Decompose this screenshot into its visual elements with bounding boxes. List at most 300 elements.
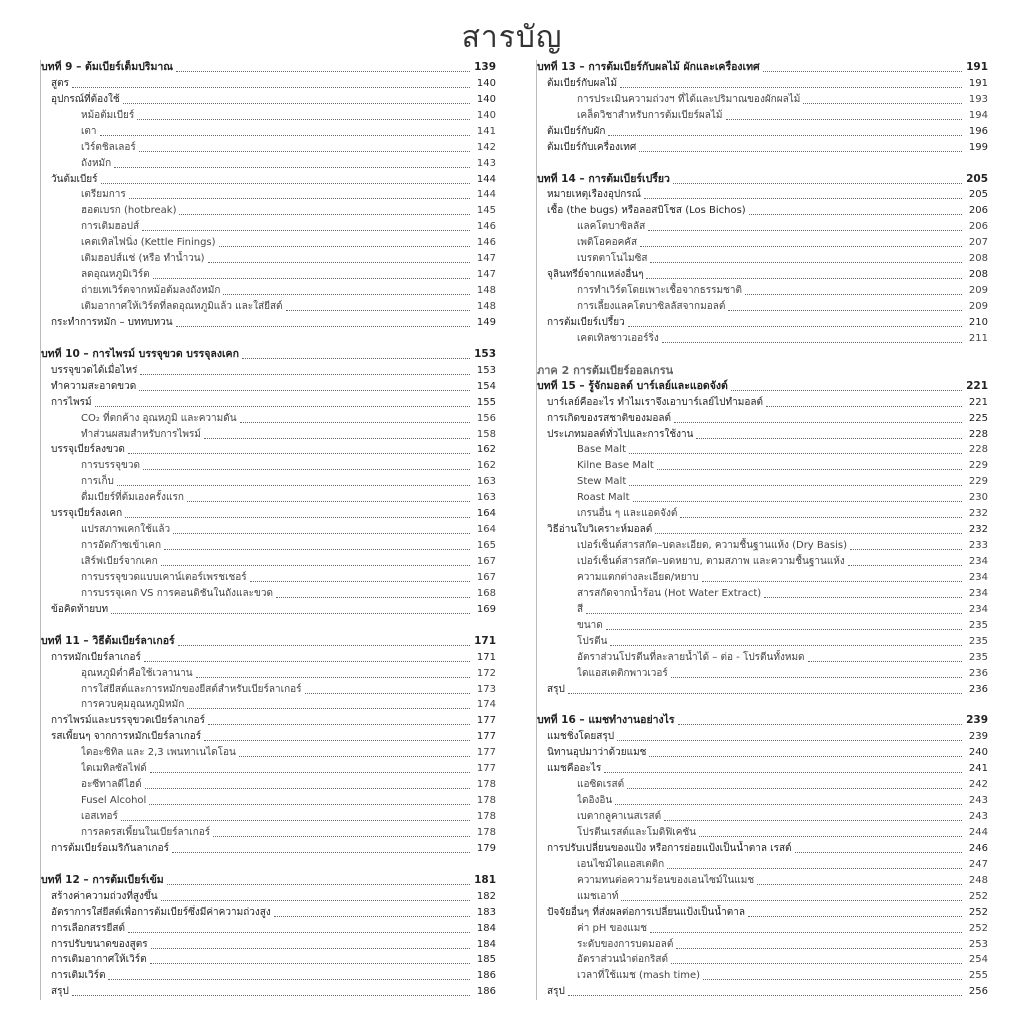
toc-subsection-entry: [41, 570, 496, 586]
toc-dot-leader: [219, 246, 470, 247]
toc-spacer: [41, 331, 496, 347]
toc-section-entry: [41, 937, 496, 953]
toc-page-number: 199: [968, 141, 988, 153]
toc-entry-title: บทที่ 11 – วิธีต้มเบียร์ลาเกอร์: [41, 634, 175, 647]
toc-dot-leader: [129, 198, 470, 199]
toc-entry-title: บรรจุเบียร์ลงเคก: [51, 508, 123, 520]
toc-dot-leader: [749, 214, 962, 215]
toc-page-number: 164: [476, 508, 496, 520]
toc-entry-title: บาร์เลย์คืออะไร ทำไมเราจึงเอาบาร์เลย์ไปทำมอลต์: [547, 396, 763, 408]
toc-entry-title: เบรตตาโนไมซิส: [577, 253, 648, 265]
toc-subsection-entry: [537, 458, 988, 474]
toc-entry-title: เคตเทิลไฟนิ่ง (Kettle Finings): [81, 237, 216, 249]
toc-dot-leader: [114, 167, 470, 168]
toc-entry-title: บรรจุเบียร์ลงขวด: [51, 444, 125, 456]
toc-entry-title: ไดอะซิทิล และ 2,3 เพนทาเนไดโอน: [81, 747, 236, 759]
toc-page-number: 221: [966, 379, 988, 392]
toc-subsection-entry: [41, 108, 496, 124]
toc-dot-leader: [620, 87, 962, 88]
toc-entry-title: เติมฮอปส์แช่ (หรือ ทำน้ำวน): [81, 253, 205, 265]
toc-dot-leader: [674, 422, 962, 423]
toc-page-number: 140: [476, 77, 496, 89]
toc-page-number: 140: [476, 109, 496, 121]
toc-dot-leader: [176, 71, 470, 72]
toc-entry-title: อัตราส่วนโปรตีนที่ละลายน้ำได้ – ต่อ - โปรตีนทั้งหมด: [577, 651, 805, 663]
toc-page-number: 254: [968, 954, 988, 966]
toc-entry-title: จุลินทรีย์จากแหล่งอื่นๆ: [547, 269, 644, 281]
toc-spacer: [41, 618, 496, 634]
toc-entry-title: อุปกรณ์ที่ต้องใช้: [51, 93, 120, 105]
toc-page-number: 174: [476, 699, 496, 711]
toc-subsection-entry: [41, 427, 496, 443]
toc-subsection-entry: [537, 331, 988, 347]
toc-dot-leader: [161, 900, 470, 901]
toc-page-number: 155: [476, 396, 496, 408]
toc-part-heading: [537, 363, 988, 379]
toc-subsection-entry: [537, 443, 988, 459]
toc-dot-leader: [610, 645, 962, 646]
toc-entry-title: เบตากลูคาเนสเรสต์: [577, 811, 662, 823]
toc-section-entry: [41, 841, 496, 857]
toc-dot-leader: [179, 214, 470, 215]
toc-subsection-entry: [41, 140, 496, 156]
toc-subsection-entry: [41, 682, 496, 698]
toc-page-number: 178: [476, 795, 496, 807]
toc-chapter-entry: [537, 379, 988, 395]
toc-section-entry: [41, 363, 496, 379]
toc-subsection-entry: [41, 188, 496, 204]
toc-page-number: 234: [968, 587, 988, 599]
toc-dot-leader: [204, 438, 470, 439]
toc-page-number: 172: [476, 667, 496, 679]
toc-dot-leader: [150, 963, 470, 964]
toc-section-entry: [537, 140, 988, 156]
toc-page-number: 239: [966, 714, 988, 727]
toc-page-number: 205: [966, 172, 988, 185]
toc-page-number: 252: [968, 922, 988, 934]
toc-section-entry: [537, 267, 988, 283]
toc-subsection-entry: [41, 522, 496, 538]
toc-subsection-entry: [41, 698, 496, 714]
toc-subsection-entry: [41, 586, 496, 602]
toc-dot-leader: [121, 820, 470, 821]
toc-entry-title: Kilne Base Malt: [577, 460, 654, 472]
toc-entry-title: อุณหภูมิต่ำคือใช้เวลานาน: [81, 667, 193, 679]
toc-page-number: 149: [476, 316, 496, 328]
toc-dot-leader: [696, 438, 962, 439]
toc-entry-title: หม้อต้มเบียร์: [81, 109, 135, 121]
toc-dot-leader: [164, 549, 470, 550]
toc-page-number: 252: [968, 890, 988, 902]
toc-dot-leader: [608, 135, 962, 136]
toc-entry-title: การเติมเวิร์ต: [51, 970, 106, 982]
toc-entry-title: ความแตกต่างละเอียด/หยาบ: [577, 571, 699, 583]
toc-page-number: 229: [968, 460, 988, 472]
toc-page-number: 168: [476, 587, 496, 599]
toc-subsection-entry: [41, 761, 496, 777]
toc-entry-title: สารสกัดจากน้ำร้อน (Hot Water Extract): [577, 587, 762, 599]
toc-section-entry: [41, 968, 496, 984]
toc-page-number: 244: [968, 826, 988, 838]
toc-dot-leader: [678, 724, 962, 725]
toc-page-number: 243: [968, 795, 988, 807]
toc-page-number: 246: [968, 842, 988, 854]
toc-entry-title: ต้มเบียร์กับผลไม้: [547, 77, 618, 89]
toc-subsection-entry: [537, 283, 988, 299]
toc-entry-title: สร้างค่าความถ่วงที่สูงขึ้น: [51, 890, 158, 902]
toc-dot-leader: [671, 677, 962, 678]
toc-dot-leader: [204, 740, 470, 741]
toc-dot-leader: [176, 326, 470, 327]
toc-section-entry: [537, 188, 988, 204]
toc-dot-leader: [213, 836, 470, 837]
toc-entry-title: สูตร: [51, 77, 69, 89]
toc-entry-title: อัตราส่วนน้ำต่อกริสต์: [577, 954, 669, 966]
toc-rows-left: [40, 60, 496, 1000]
toc-entry-title: Base Malt: [577, 444, 626, 456]
toc-page-number: 240: [968, 747, 988, 759]
toc-dot-leader: [140, 374, 470, 375]
toc-section-entry: [41, 889, 496, 905]
toc-page-number: 229: [968, 476, 988, 488]
toc-page-number: 146: [476, 237, 496, 249]
toc-section-entry: [41, 172, 496, 188]
toc-page-number: 255: [968, 970, 988, 982]
toc-page-number: 178: [476, 826, 496, 838]
toc-dot-leader: [173, 533, 470, 534]
toc-page-number: 177: [476, 763, 496, 775]
toc-dot-leader: [657, 469, 962, 470]
toc-entry-title: การหมักเบียร์ลาเกอร์: [51, 651, 141, 663]
toc-subsection-entry: [41, 825, 496, 841]
toc-page-number: 235: [968, 619, 988, 631]
toc-page-number: 234: [968, 603, 988, 615]
toc-dot-leader: [187, 501, 470, 502]
toc-page-number: 143: [476, 157, 496, 169]
toc-entry-title: เคล็ดวิชาสำหรับการต้มเบียร์ผลไม้: [577, 109, 723, 121]
toc-dot-leader: [117, 485, 470, 486]
toc-dot-leader: [639, 151, 962, 152]
toc-dot-leader: [137, 119, 470, 120]
toc-page-number: 164: [476, 524, 496, 536]
toc-entry-title: บทที่ 10 – การไพรม์ บรรจุขวด บรรจุลงเคก: [41, 347, 239, 360]
toc-page-number: 148: [476, 301, 496, 313]
toc-entry-title: เอสเทอร์: [81, 811, 118, 823]
toc-subsection-entry: [537, 953, 988, 969]
toc-page-number: 253: [968, 938, 988, 950]
toc-section-entry: [537, 745, 988, 761]
toc-entry-title: บทที่ 15 – รู้จักมอลต์ บาร์เลย์และแอดจังต์: [537, 379, 728, 392]
toc-page-number: 232: [968, 524, 988, 536]
toc-entry-title: บทที่ 12 – การต้มเบียร์เข้ม: [41, 873, 164, 886]
toc-dot-leader: [240, 422, 470, 423]
toc-dot-leader: [680, 517, 962, 518]
toc-entry-title: เตรียมการ: [81, 189, 126, 201]
toc-chapter-entry: [41, 60, 496, 76]
toc-entry-title: การปรับขนาดของสูตร: [51, 938, 148, 950]
toc-entry-title: บทที่ 13 – การต้มเบียร์กับผลไม้ ผักและเครื่องเทศ: [537, 60, 760, 73]
toc-subsection-entry: [537, 586, 988, 602]
toc-entry-title: การเกิดของรสชาติของมอลต์: [547, 412, 672, 424]
toc-page-number: 186: [476, 986, 496, 998]
toc-page-number: 210: [968, 316, 988, 328]
toc-entry-title: ไดอิงอิน: [577, 795, 613, 807]
toc-section-entry: [41, 395, 496, 411]
toc-entry-title: การลดรสเพี้ยนในเบียร์ลาเกอร์: [81, 826, 211, 838]
toc-section-entry: [537, 124, 988, 140]
toc-dot-leader: [178, 645, 470, 646]
toc-entry-title: ความทนต่อความร้อนของเอนไซม์ในแมช: [577, 874, 755, 886]
toc-page-number: 140: [476, 93, 496, 105]
toc-entry-title: การบรรจุขวด: [81, 460, 140, 472]
toc-page-number: 230: [968, 492, 988, 504]
toc-dot-leader: [95, 406, 470, 407]
toc-page-number: 147: [476, 253, 496, 265]
toc-section-entry: [41, 76, 496, 92]
toc-page-number: 235: [968, 635, 988, 647]
toc-entry-title: ทำส่วนผสมสำหรับการไพรม์: [81, 428, 201, 440]
toc-dot-leader: [153, 278, 470, 279]
toc-subsection-entry: [537, 809, 988, 825]
toc-page-number: 196: [968, 125, 988, 137]
toc-page-number: 167: [476, 571, 496, 583]
toc-entry-title: นิทานอุปมาว่าด้วยแมช: [547, 747, 647, 759]
toc-entry-title: บทที่ 16 – แมชทำงานอย่างไร: [537, 714, 675, 727]
toc-dot-leader: [286, 310, 470, 311]
toc-section-entry: [41, 921, 496, 937]
toc-dot-leader: [586, 613, 962, 614]
toc-page-number: 177: [476, 747, 496, 759]
toc-subsection-entry: [537, 538, 988, 554]
toc-dot-leader: [604, 772, 962, 773]
toc-section-entry: [537, 682, 988, 698]
toc-entry-title: การไพรม์: [51, 396, 92, 408]
toc-subsection-entry: [41, 235, 496, 251]
toc-entry-title: เอนไซม์ไดแอสเตติก: [577, 858, 665, 870]
toc-dot-leader: [144, 661, 470, 662]
toc-entry-title: การใส่ยีสต์และการหมักของยีสต์สำหรับเบียร์ลาเกอร์: [81, 683, 302, 695]
toc-entry-title: ทำความสะอาดขวด: [51, 380, 137, 392]
toc-section-entry: [41, 315, 496, 331]
toc-page-number: 233: [968, 540, 988, 552]
toc-section-entry: [537, 395, 988, 411]
toc-page-number: 239: [968, 731, 988, 743]
toc-subsection-entry: [537, 618, 988, 634]
toc-entry-title: เคตเทิลซาวเออร์ริ่ง: [577, 332, 659, 344]
toc-section-entry: [537, 984, 988, 1000]
toc-dot-leader: [664, 820, 962, 821]
toc-entry-title: ข้อคิดท้ายบท: [51, 603, 109, 615]
toc-page-number: 177: [476, 731, 496, 743]
toc-subsection-entry: [41, 538, 496, 554]
toc-section-entry: [41, 650, 496, 666]
toc-page-number: 146: [476, 221, 496, 233]
toc-subsection-entry: [41, 267, 496, 283]
toc-page-number: 184: [476, 938, 496, 950]
toc-spacer: [537, 156, 988, 172]
page-title: สารบัญ: [461, 20, 563, 55]
toc-page-number: 177: [476, 715, 496, 727]
toc-page-number: 183: [476, 906, 496, 918]
toc-page-number: 247: [968, 858, 988, 870]
toc-chapter-entry: [537, 713, 988, 729]
toc-chapter-entry: [537, 60, 988, 76]
toc-subsection-entry: [41, 793, 496, 809]
toc-dot-leader: [172, 852, 470, 853]
toc-dot-leader: [149, 804, 470, 805]
toc-page-number: 165: [476, 540, 496, 552]
toc-entry-title: การเลือกสรรยีสต์: [51, 922, 125, 934]
toc-dot-leader: [676, 948, 962, 949]
toc-page-number: 173: [476, 683, 496, 695]
toc-subsection-entry: [41, 283, 496, 299]
toc-dot-leader: [242, 358, 470, 359]
toc-dot-leader: [848, 565, 962, 566]
toc-page-number: 235: [968, 651, 988, 663]
toc-entry-title: แมชชิ่งโดยสรุป: [547, 731, 615, 743]
toc-page-number: 182: [476, 890, 496, 902]
toc-subsection-entry: [41, 124, 496, 140]
toc-dot-leader: [655, 533, 962, 534]
toc-entry-title: โปรตีนเรสต์และโมดิฟิเคชัน: [577, 826, 697, 838]
toc-dot-leader: [72, 995, 470, 996]
toc-entry-title: เปอร์เซ็นต์สารสกัด–บดละเอียด, ความชื้นฐานแห้ง (Dry Basis): [577, 540, 847, 552]
toc-entry-title: แลคโตบาซิลลัส: [577, 221, 646, 233]
toc-entry-title: วิธีอ่านใบวิเคราะห์มอลต์: [547, 524, 653, 536]
toc-entry-title: การเลี้ยงแลคโตบาซิลลัสจากมอลต์: [577, 301, 726, 313]
toc-subsection-entry: [537, 777, 988, 793]
toc-entry-title: สรุป: [547, 683, 565, 695]
toc-page-number: 153: [474, 347, 496, 360]
toc-entry-title: อะซีทาลดีไฮด์: [81, 779, 142, 791]
toc-dot-leader: [239, 756, 470, 757]
toc-dot-leader: [101, 183, 470, 184]
toc-dot-leader: [628, 326, 962, 327]
toc-subsection-entry: [537, 570, 988, 586]
toc-page-number: 242: [968, 779, 988, 791]
toc-entry-title: บทที่ 9 – ต้มเบียร์เต็มปริมาณ: [41, 60, 174, 73]
toc-page-number: 171: [474, 634, 496, 647]
toc-entry-title: ดื่มเบียร์ที่ต้มเองครั้งแรก: [81, 492, 184, 504]
toc-page-number: 209: [968, 285, 988, 297]
toc-dot-leader: [745, 294, 962, 295]
toc-dot-leader: [702, 581, 962, 582]
toc-entry-title: ไดเมทิลซัลไฟด์: [81, 763, 147, 775]
toc-dot-leader: [703, 979, 962, 980]
toc-dot-leader: [728, 310, 962, 311]
toc-entry-title: การเติมฮอปส์: [81, 221, 140, 233]
toc-dot-leader: [615, 804, 962, 805]
toc-dot-leader: [208, 724, 470, 725]
toc-entry-title: เติมอากาศให้เวิร์ตที่ลดอุณหภูมิแล้ว และใส่ยีสต์: [81, 301, 283, 313]
toc-dot-leader: [196, 677, 470, 678]
toc-entry-title: แอซิดเรสต์: [577, 779, 625, 791]
toc-entry-title: การต้มเบียร์เปรี้ยว: [547, 316, 625, 328]
toc-subsection-entry: [41, 490, 496, 506]
toc-dot-leader: [803, 103, 962, 104]
toc-column-left: [40, 60, 496, 1000]
toc-page-number: 225: [968, 412, 988, 424]
toc-page-number: 169: [476, 603, 496, 615]
toc-dot-leader: [763, 71, 962, 72]
toc-subsection-entry: [537, 825, 988, 841]
toc-dot-leader: [731, 390, 962, 391]
toc-page-number: 234: [968, 556, 988, 568]
toc-subsection-entry: [537, 235, 988, 251]
toc-entry-title: ถ่ายเทเวิร์ตจากหม้อต้มลงถังหมัก: [81, 285, 221, 297]
toc-dot-leader: [726, 119, 962, 120]
toc-section-entry: [537, 522, 988, 538]
toc-section-entry: [41, 602, 496, 618]
toc-page-number: 144: [476, 173, 496, 185]
toc-page-number: 191: [968, 77, 988, 89]
toc-dot-leader: [568, 995, 962, 996]
toc-entry-title: สี: [577, 603, 584, 615]
toc-subsection-entry: [537, 889, 988, 905]
toc-entry-title: การบรรจุขวดแบบเคาน์เตอร์เพรชเชอร์: [81, 571, 247, 583]
toc-subsection-entry: [41, 666, 496, 682]
toc-dot-leader: [100, 135, 470, 136]
toc-page-number: 209: [968, 301, 988, 313]
toc-page-number: 178: [476, 779, 496, 791]
toc-page-number: 236: [968, 667, 988, 679]
toc-entry-title: ระดับของการบดมอลต์: [577, 938, 674, 950]
toc-page-number: 147: [476, 269, 496, 281]
toc-page-number: 256: [968, 986, 988, 998]
toc-page-number: 208: [968, 269, 988, 281]
toc-dot-leader: [795, 852, 962, 853]
toc-dot-leader: [748, 916, 962, 917]
toc-subsection-entry: [41, 458, 496, 474]
toc-dot-leader: [633, 501, 962, 502]
toc-page-number: 205: [968, 189, 988, 201]
toc-page-number: 153: [476, 364, 496, 376]
toc-chapter-entry: [537, 172, 988, 188]
toc-entry-title: Fusel Alcohol: [81, 795, 147, 807]
toc-page-number: 193: [968, 93, 988, 105]
toc-section-entry: [41, 506, 496, 522]
toc-subsection-entry: [537, 937, 988, 953]
toc-section-entry: [537, 203, 988, 219]
toc-dot-leader: [627, 788, 962, 789]
toc-page-number: 206: [968, 221, 988, 233]
toc-dot-leader: [111, 613, 470, 614]
toc-section-entry: [41, 379, 496, 395]
toc-page-number: 167: [476, 556, 496, 568]
toc-subsection-entry: [537, 506, 988, 522]
toc-entry-title: โปรตีน: [577, 635, 608, 647]
toc-page-number: 163: [476, 476, 496, 488]
toc-dot-leader: [629, 485, 962, 486]
toc-dot-leader: [671, 963, 962, 964]
toc-entry-title: แปรสภาพเคกใช้แล้ว: [81, 524, 171, 536]
toc-dot-leader: [850, 549, 962, 550]
toc-section-entry: [41, 713, 496, 729]
toc-page-number: 236: [968, 683, 988, 695]
toc-page-number: 154: [476, 380, 496, 392]
toc-page-number: 162: [476, 444, 496, 456]
toc-dot-leader: [274, 916, 470, 917]
toc-dot-leader: [150, 772, 470, 773]
toc-entry-title: ค่า pH ของแมช: [577, 922, 648, 934]
toc-entry-title: สรุป: [51, 986, 69, 998]
toc-entry-title: Stew Malt: [577, 476, 627, 488]
toc-subsection-entry: [41, 299, 496, 315]
toc-chapter-entry: [41, 634, 496, 650]
toc-dot-leader: [766, 406, 962, 407]
toc-dot-leader: [72, 87, 470, 88]
toc-entry-title: ขนาด: [577, 619, 603, 631]
